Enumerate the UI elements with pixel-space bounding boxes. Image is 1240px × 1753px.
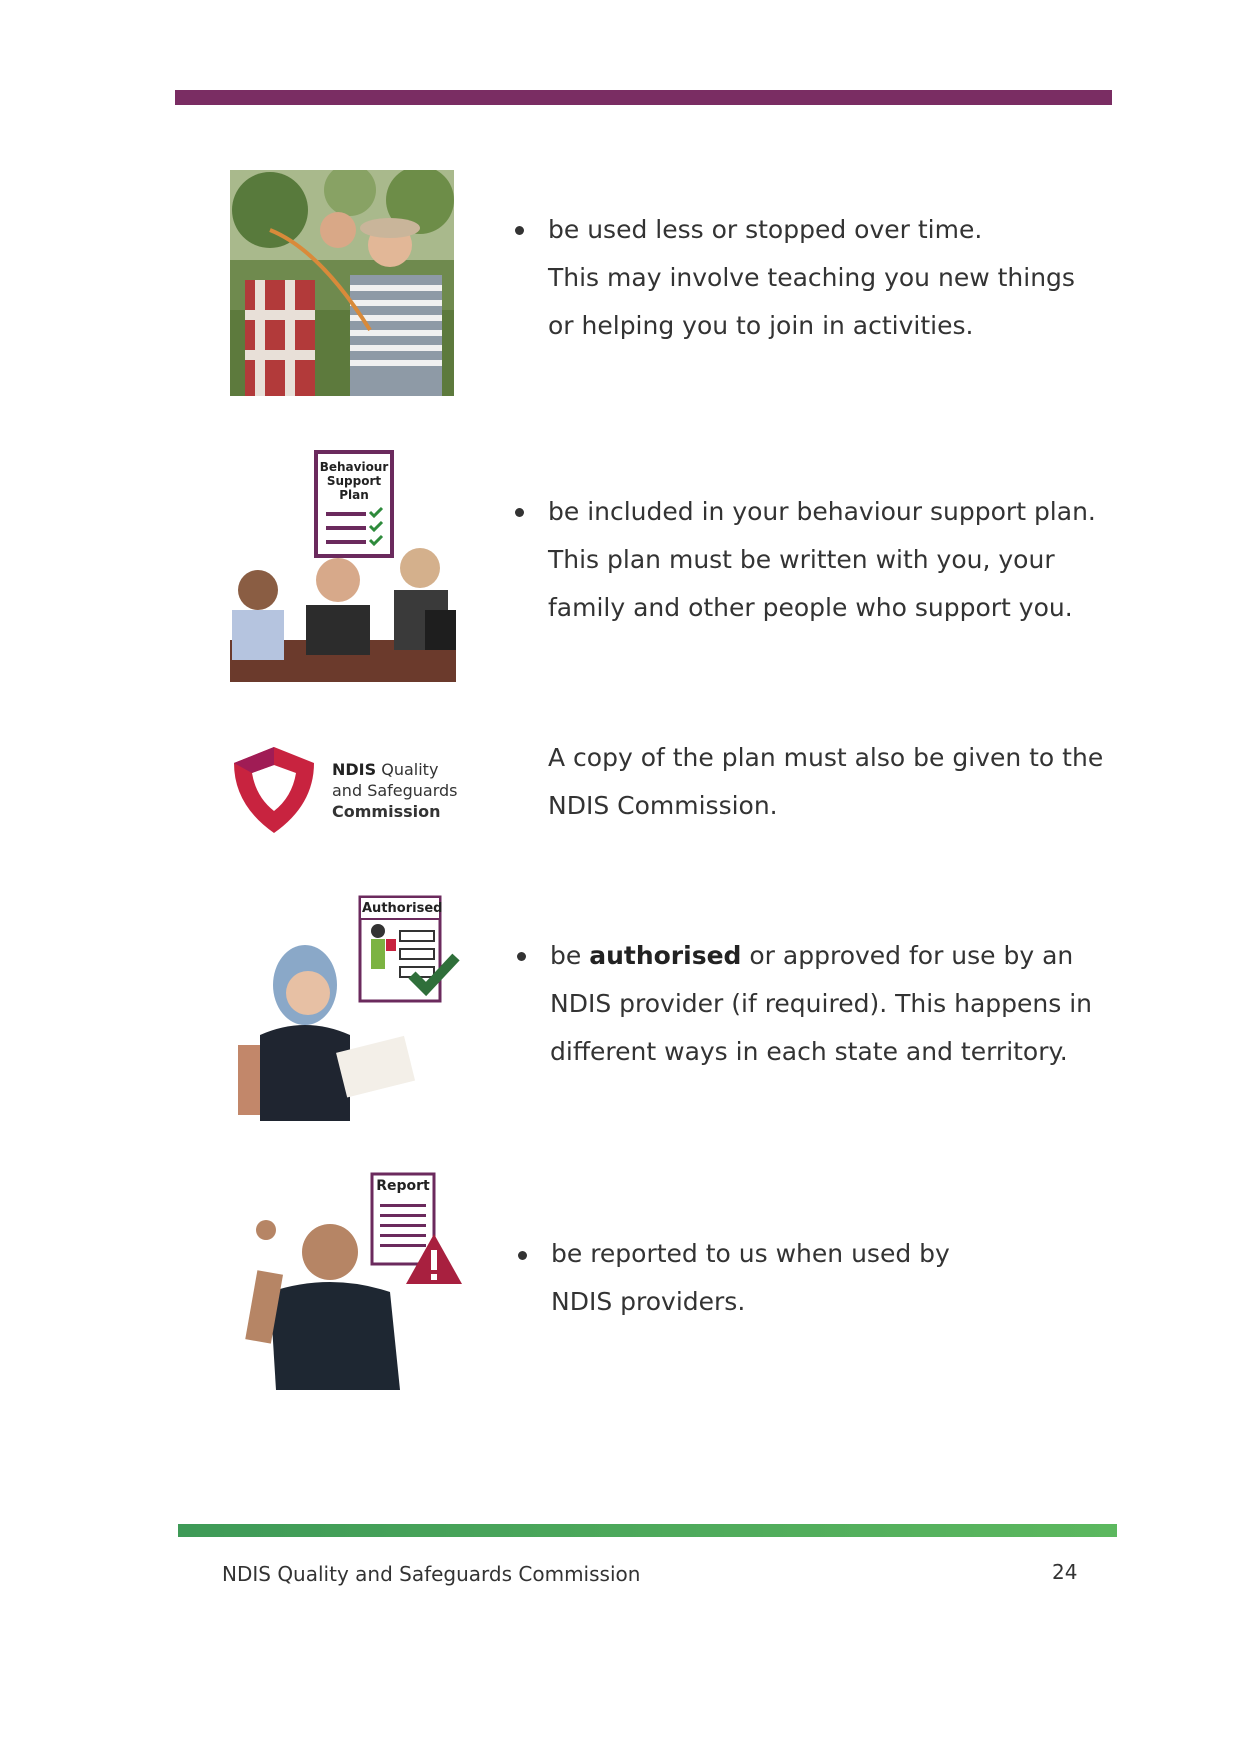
bottom-divider-bar [178,1524,1117,1537]
logo-line3: Commission [332,802,441,821]
plan-label-line2: Support [326,474,382,488]
behaviour-plan-meeting-image [230,450,456,682]
authorised-image [230,895,462,1121]
row5-line1: be reported to us when used by [551,1239,950,1268]
gardening-photo [230,170,454,396]
report-label: Report [376,1178,430,1194]
row2-line3: family and other people who support you. [548,593,1073,622]
row1-line3: or helping you to join in activities. [548,311,974,340]
row5-line2: NDIS providers. [551,1287,746,1316]
bullet-1 [515,226,524,235]
row4-line1 [550,932,1092,980]
row2-line2: This plan must be written with you, your [548,545,1055,574]
row1-line1: be used less or stopped over time. [548,215,983,244]
page-number: 24 [1052,1560,1078,1584]
row2-text [548,488,1096,632]
logo-line2: and Safeguards [332,781,458,800]
row4-line1-post: or approved for use by an [741,941,1074,970]
report-image [230,1172,466,1390]
top-divider-bar [175,90,1112,105]
row4-text [550,932,1092,1076]
footer-title: NDIS Quality and Safeguards Commission [222,1562,641,1586]
bullet-4 [518,1251,527,1260]
row1-line2: This may involve teaching you new things [548,263,1075,292]
logo-line1 [332,759,458,780]
row4-line1-pre: be [550,941,590,970]
row4-line1-bold: authorised [589,941,742,970]
logo-quality-text: Quality [376,760,439,779]
plan-label-line1: Behaviour [319,460,389,474]
row5-text [551,1230,950,1326]
row3-line1: A copy of the plan must also be given to the [548,743,1104,772]
bullet-3 [517,952,526,961]
row2-line1: be included in your behaviour support plan. [548,497,1096,526]
bullet-2 [515,508,524,517]
authorised-label: Authorised [362,901,443,916]
logo-ndis-text: NDIS [332,760,377,779]
row4-line2: NDIS provider (if required). This happens in [550,989,1093,1018]
row3-line2: NDIS Commission. [548,791,778,820]
row1-text [548,206,1075,350]
plan-label-line3: Plan [339,488,369,502]
ndis-commission-logo [230,745,470,835]
row3-text [548,734,1103,830]
row4-line3: different ways in each state and territory. [550,1037,1068,1066]
